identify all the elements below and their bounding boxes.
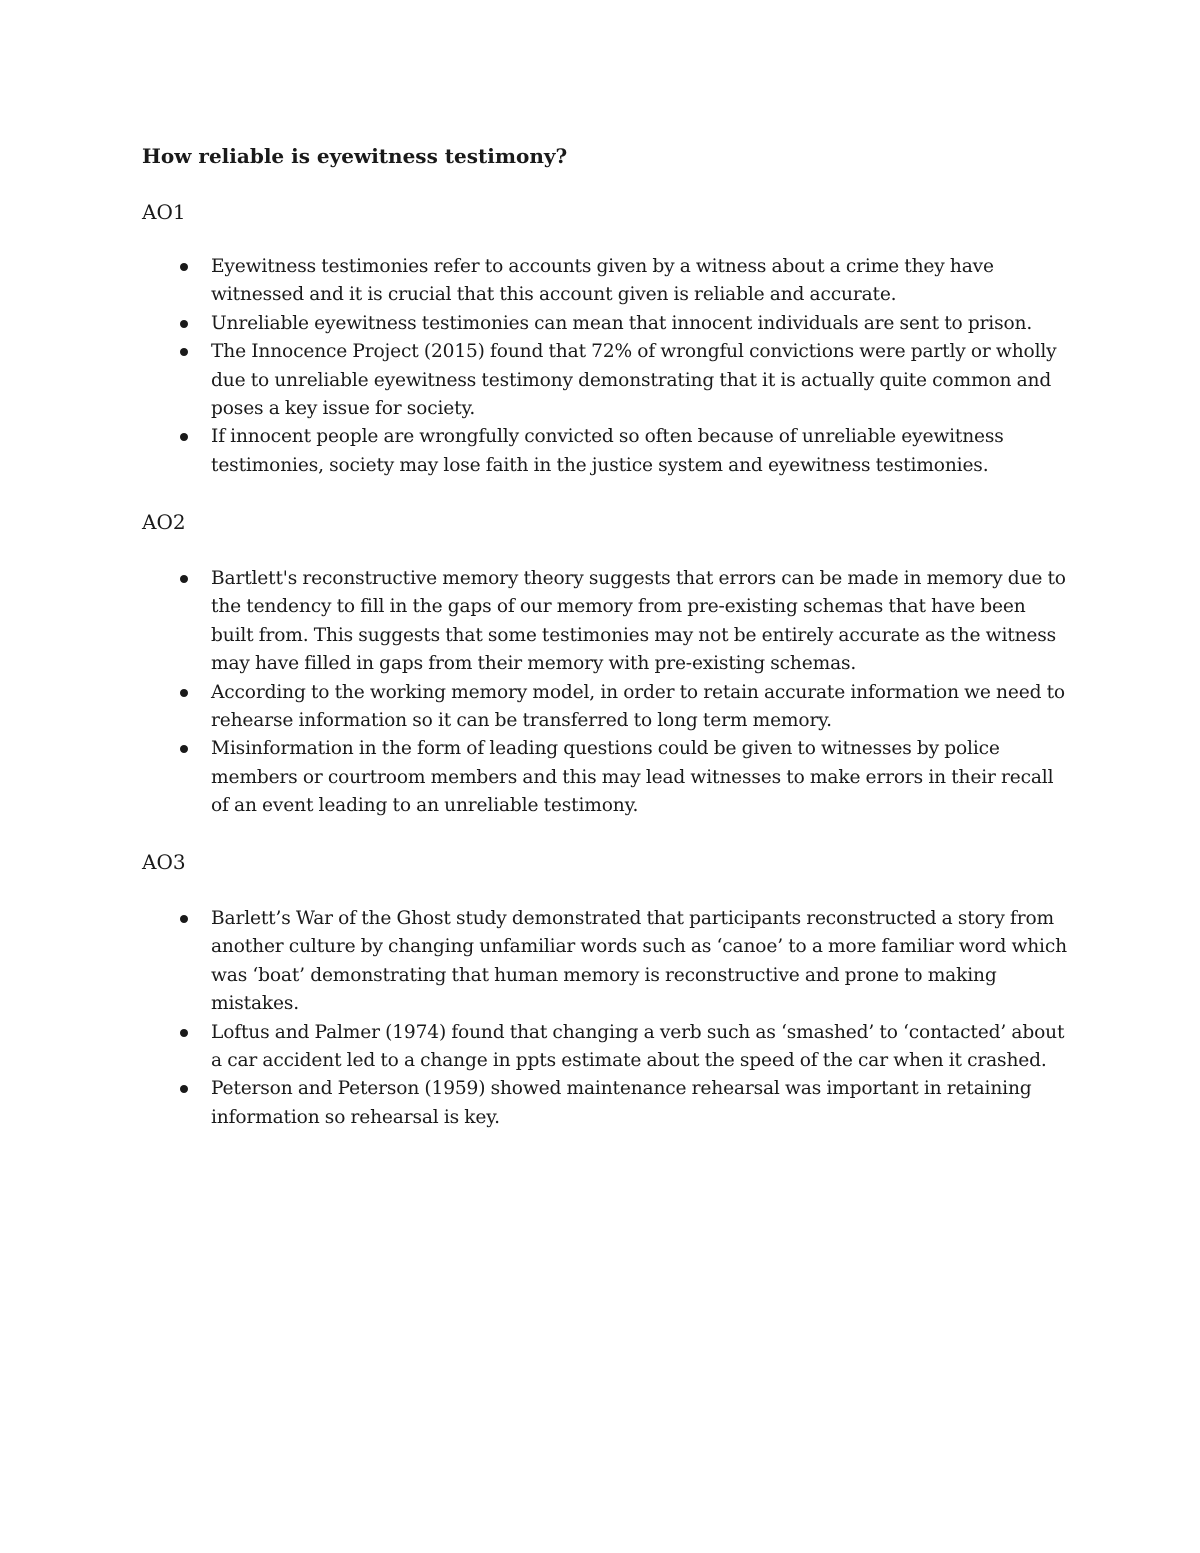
list-item-text: Bartlett's reconstructive memory theory suggests that errors can be made in memory due to the tendency to fill in the gaps of our memory from pre-existing schemas that have been built from. This suggests that some testimonies may not be entirely accurate as the witness may have filled in gaps from their memory with pre-existing schemas. — [211, 568, 1066, 675]
bullet-icon — [180, 1029, 188, 1037]
section-heading-ao3: AO3 — [142, 850, 186, 874]
list-item — [0, 310, 1071, 338]
document-title: How reliable is eyewitness testimony? — [142, 144, 568, 168]
list-item — [0, 1075, 1071, 1132]
bullet-icon — [180, 1085, 188, 1093]
bullet-icon — [180, 348, 188, 356]
section-list-ao2 — [0, 565, 1200, 821]
section-heading-ao1: AO1 — [142, 200, 186, 224]
bullet-icon — [180, 689, 188, 697]
list-item — [0, 679, 1071, 736]
bullet-icon — [180, 745, 188, 753]
bullet-icon — [180, 263, 188, 271]
list-item — [0, 253, 1071, 310]
list-item-text: Misinformation in the form of leading questions could be given to witnesses by police members or courtroom members and this may lead witnesses to make errors in their recall of an event leading to an unreliable testimony. — [211, 738, 1054, 817]
list-item-text: Unreliable eyewitness testimonies can mean that innocent individuals are sent to prison. — [211, 312, 1033, 334]
list-item-text: Barlett’s War of the Ghost study demonstrated that participants reconstructed a story from another culture by changing unfamiliar words such as ‘canoe’ to a more familiar word which was ‘boat’ demonstrating that human memory is reconstructive and prone to making mistakes. — [211, 908, 1067, 1015]
list-item — [0, 565, 1071, 679]
list-item — [0, 423, 1071, 480]
bullet-icon — [180, 433, 188, 441]
list-item-text: According to the working memory model, in order to retain accurate information we need to rehearse information so it can be transferred to long term memory. — [211, 681, 1065, 732]
bullet-icon — [180, 915, 188, 923]
list-item-text: Eyewitness testimonies refer to accounts given by a witness about a crime they have witnessed and it is crucial that this account given is reliable and accurate. — [211, 256, 994, 306]
list-item-text: Loftus and Palmer (1974) found that changing a verb such as ‘smashed’ to ‘contacted’ about a car accident led to a change in ppts estimate about the speed of the car when it crashed. — [211, 1021, 1065, 1072]
list-item — [0, 338, 1071, 423]
bullet-icon — [180, 575, 188, 583]
list-item-text: Peterson and Peterson (1959) showed maintenance rehearsal was important in retaining information so rehearsal is key. — [211, 1078, 1032, 1128]
list-item — [0, 905, 1071, 1019]
list-item — [0, 1019, 1071, 1076]
section-list-ao1 — [0, 253, 1200, 480]
list-item-text: If innocent people are wrongfully convicted so often because of unreliable eyewitness testimonies, society may lose faith in the justice system and eyewitness testimonies. — [211, 426, 1004, 476]
bullet-icon — [180, 320, 188, 328]
list-item — [0, 735, 1071, 820]
section-list-ao3 — [0, 905, 1200, 1132]
section-heading-ao2: AO2 — [142, 510, 186, 534]
list-item-text: The Innocence Project (2015) found that 72% of wrongful convictions were partly or wholly due to unreliable eyewitness testimony demonstrating that it is actually quite common and poses a key issue for society. — [211, 341, 1057, 420]
